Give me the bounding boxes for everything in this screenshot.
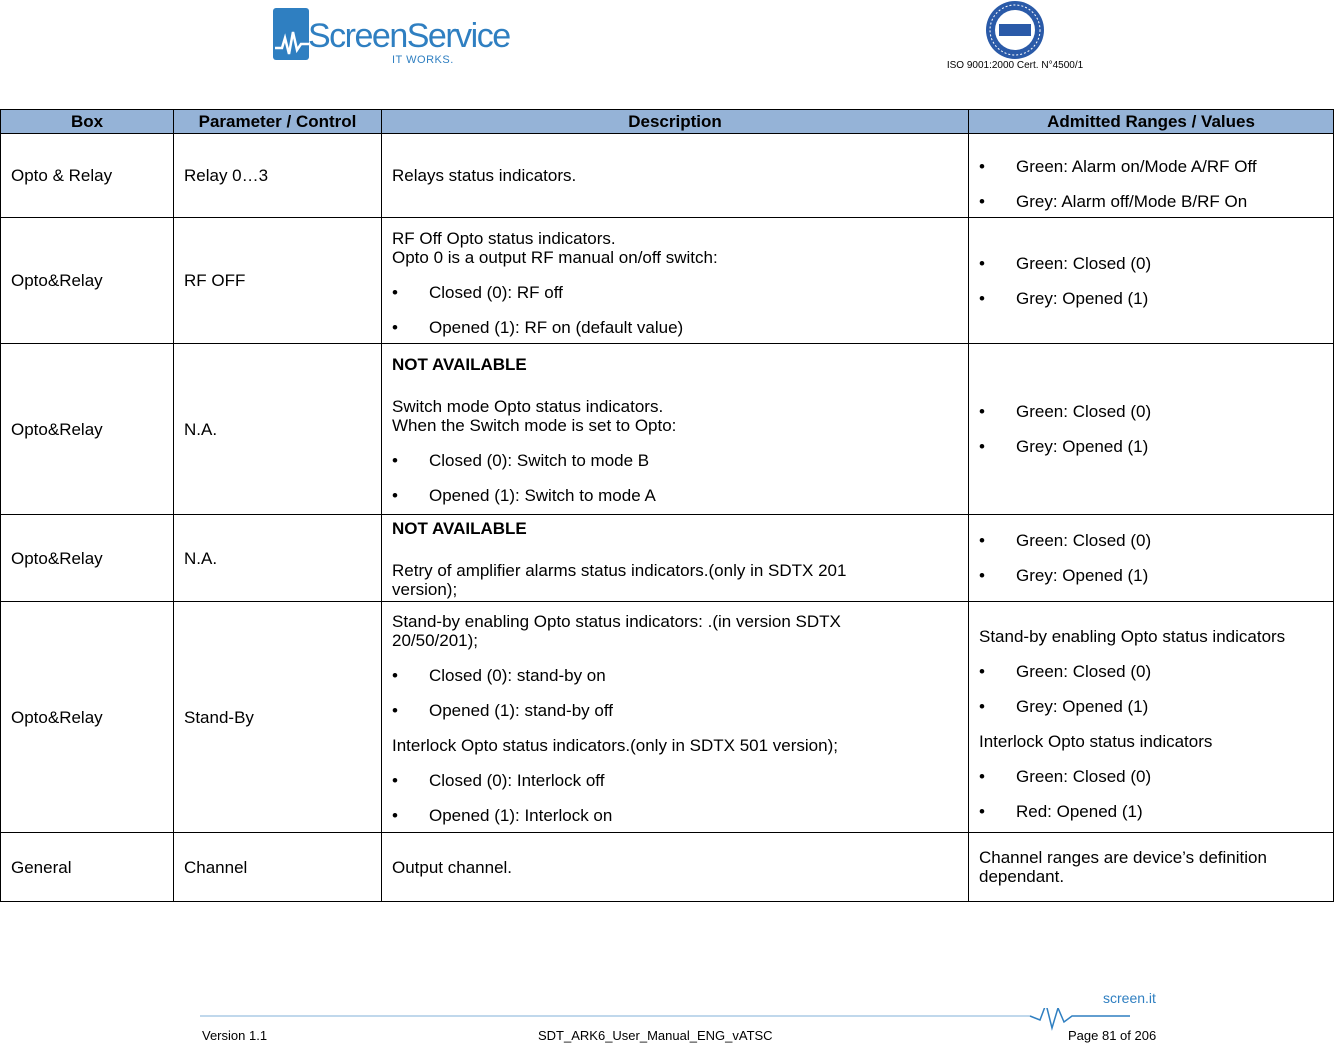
- values-heading: Interlock Opto status indicators: [979, 731, 1213, 751]
- value-item: • Grey: Alarm off/Mode B/RF On: [979, 192, 1323, 211]
- header-parameter: Parameter / Control: [174, 110, 382, 134]
- desc-bullet: • Closed (0): stand-by on: [392, 666, 958, 685]
- footer-page: Page 81 of 206: [1068, 1028, 1157, 1043]
- cell-values: [969, 602, 1334, 833]
- table-row: [1, 218, 1334, 344]
- table-row: [1, 515, 1334, 602]
- logo-name: ScreenService: [308, 17, 510, 55]
- value-item: • Green: Closed (0): [979, 662, 1323, 681]
- iqnet-certification-icon: [985, 0, 1045, 60]
- value-item: • Red: Opened (1): [979, 802, 1323, 821]
- value-item: • Green: Alarm on/Mode A/RF Off: [979, 157, 1323, 176]
- footer-site: screen.it: [1103, 990, 1156, 1006]
- cell-values: [969, 344, 1334, 515]
- value-item: • Green: Closed (0): [979, 767, 1323, 786]
- desc-line: RF Off Opto status indicators.: [392, 228, 616, 248]
- desc-bullet: • Opened (1): RF on (default value): [392, 318, 958, 337]
- table-row: [1, 134, 1334, 218]
- cell-param: N.A.: [174, 515, 382, 602]
- cell-desc: [382, 344, 969, 515]
- desc-line: Opto 0 is a output RF manual on/off switch:: [392, 247, 718, 267]
- desc-line: Output channel.: [392, 857, 513, 877]
- screenservice-logo: [270, 8, 510, 72]
- header-description: Description: [382, 110, 969, 134]
- cell-values: [969, 833, 1334, 902]
- header-box: Box: [1, 110, 174, 134]
- value-item: • Grey: Opened (1): [979, 437, 1323, 456]
- cell-box: Opto&Relay: [1, 602, 174, 833]
- desc-bullet: • Opened (1): Interlock on: [392, 806, 958, 825]
- footer-version: Version 1.1: [202, 1028, 268, 1043]
- desc-line: Retry of amplifier alarms status indicators.(only in SDTX 201 version);: [392, 561, 847, 599]
- desc-bullet: • Closed (0): Interlock off: [392, 771, 958, 790]
- desc-bullet: • Opened (1): Switch to mode A: [392, 486, 958, 505]
- cell-desc: [382, 833, 969, 902]
- parameters-table: [0, 109, 1334, 902]
- cell-param: Channel: [174, 833, 382, 902]
- desc-line: Switch mode Opto status indicators.: [392, 397, 664, 416]
- desc-line: Relays status indicators.: [392, 166, 577, 185]
- value-item: • Green: Closed (0): [979, 254, 1323, 273]
- table-header-row: [1, 110, 1334, 134]
- cell-values: [969, 515, 1334, 602]
- desc-bullet: • Closed (0): Switch to mode B: [392, 451, 958, 470]
- cell-desc: [382, 602, 969, 833]
- cell-box: Opto & Relay: [1, 134, 174, 218]
- cert-number: ISO 9001:2000 Cert. N°4500/1: [946, 60, 1084, 71]
- cell-desc: [382, 515, 969, 602]
- desc-line: When the Switch mode is set to Opto:: [392, 416, 677, 435]
- table-row: [1, 602, 1334, 833]
- cell-values: [969, 218, 1334, 344]
- values-heading: Stand-by enabling Opto status indicators: [979, 626, 1286, 646]
- cell-values: [969, 134, 1334, 218]
- cell-desc: [382, 218, 969, 344]
- desc-bullet: • Opened (1): stand-by off: [392, 701, 958, 720]
- cell-box: Opto&Relay: [1, 218, 174, 344]
- not-available-label: NOT AVAILABLE: [392, 519, 527, 538]
- value-item: • Grey: Opened (1): [979, 566, 1323, 585]
- value-item: • Grey: Opened (1): [979, 289, 1323, 308]
- cell-param: RF OFF: [174, 218, 382, 344]
- desc-bullet: • Closed (0): RF off: [392, 283, 958, 302]
- cell-param: Relay 0…3: [174, 134, 382, 218]
- cell-param: N.A.: [174, 344, 382, 515]
- values-text: Channel ranges are device’s definition dependant.: [979, 848, 1267, 886]
- cell-box: Opto&Relay: [1, 515, 174, 602]
- cell-box: General: [1, 833, 174, 902]
- cell-desc: [382, 134, 969, 218]
- header-ranges: Admitted Ranges / Values: [969, 110, 1334, 134]
- logo-mark-icon: [270, 8, 312, 66]
- desc-intro: Stand-by enabling Opto status indicators: .(in version SDTX 20/50/201);: [392, 611, 841, 650]
- footer-doc-name: SDT_ARK6_User_Manual_ENG_vATSC: [538, 1028, 773, 1043]
- value-item: • Grey: Opened (1): [979, 697, 1323, 716]
- cell-param: Stand-By: [174, 602, 382, 833]
- desc-mid: Interlock Opto status indicators.(only in SDTX 501 version);: [392, 735, 838, 755]
- not-available-label: NOT AVAILABLE: [392, 355, 527, 374]
- cell-box: Opto&Relay: [1, 344, 174, 515]
- logo-tagline: IT WORKS.: [392, 54, 454, 66]
- value-item: • Green: Closed (0): [979, 402, 1323, 421]
- table-row: [1, 344, 1334, 515]
- value-item: • Green: Closed (0): [979, 531, 1323, 550]
- table-row: [1, 833, 1334, 902]
